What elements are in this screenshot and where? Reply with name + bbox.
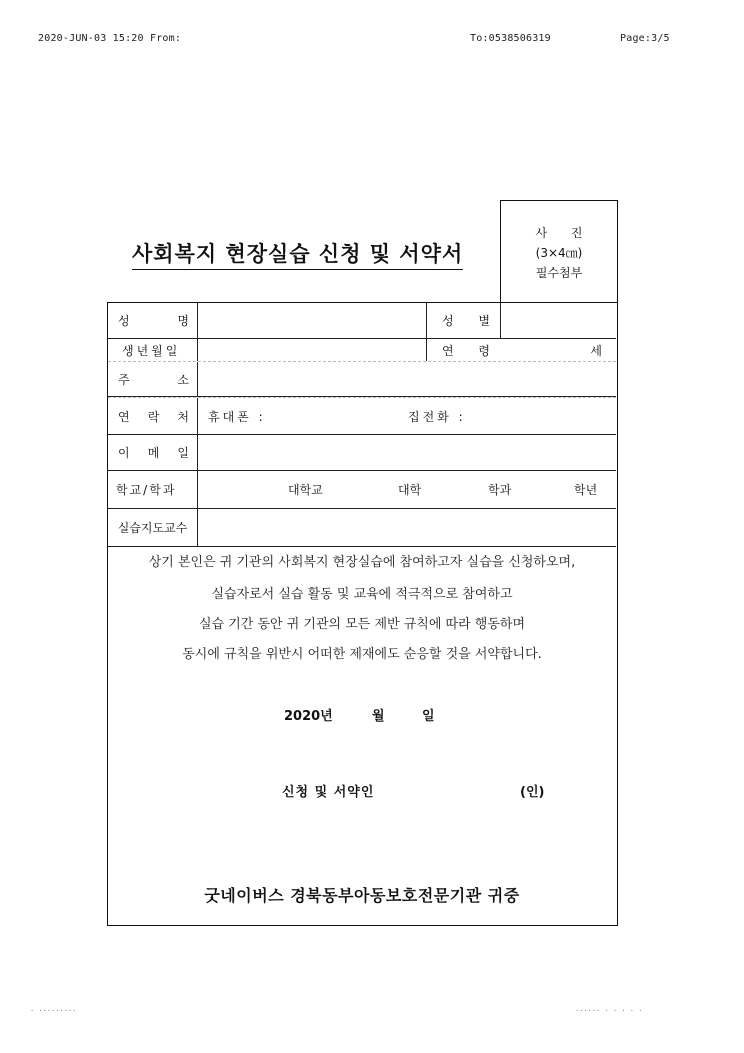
date-year: 2020년	[284, 709, 333, 724]
address-field[interactable]	[198, 362, 616, 396]
page-title: 사회복지 현장실습 신청 및 서약서	[132, 238, 463, 270]
label-contact: 연 락 처	[108, 398, 198, 434]
pledge-line-1: 상기 본인은 귀 기관의 사회복지 현장실습에 참여하고자 실습을 신청하오며,	[148, 555, 576, 570]
row-name	[108, 303, 616, 339]
supervisor-field[interactable]	[198, 509, 616, 546]
label-name: 성 명	[108, 303, 198, 338]
date-day: 일	[422, 709, 435, 724]
label-address: 주 소	[108, 362, 198, 396]
department-label: 학과	[488, 483, 512, 497]
fax-recipient: To:0538506319	[470, 33, 551, 44]
pledge-line-4: 동시에 규칙을 위반시 어떠한 제재에도 순응할 것을 서약합니다.	[182, 647, 542, 662]
label-age: 연 령	[442, 343, 490, 358]
fax-datetime: 2020-JUN-03 15:20 From:	[38, 33, 182, 44]
row-address	[108, 361, 616, 397]
pledge-line-2: 실습자로서 실습 활동 및 교육에 적극적으로 참여하고	[211, 587, 513, 602]
fax-page-number: Page:3/5	[620, 33, 670, 44]
home-phone-label: 집전화 :	[408, 409, 466, 424]
row-school	[108, 471, 616, 509]
label-email: 이 메 일	[108, 435, 198, 470]
gender-field[interactable]	[500, 303, 616, 338]
college-label: 대학	[398, 483, 422, 497]
scan-artifact-left: · ·········	[30, 1007, 77, 1015]
application-form	[107, 302, 618, 926]
row-contact	[108, 397, 616, 435]
label-school-major: 학교/학과	[108, 471, 198, 508]
photo-label: 사 진	[535, 226, 593, 240]
addressee: 굿네이버스 경북동부아동보호전문기관 귀중	[204, 886, 520, 905]
birth-field[interactable]	[198, 339, 426, 361]
email-field[interactable]	[198, 435, 616, 470]
row-supervisor	[108, 509, 616, 547]
photo-size: (3×4㎝)	[535, 246, 583, 260]
signature-seal: (인)	[520, 785, 545, 800]
row-email	[108, 435, 616, 471]
scan-artifact-right: ······ · · · · ·	[575, 1007, 643, 1015]
date-month: 월	[372, 709, 385, 724]
mobile-label: 휴대폰 :	[208, 409, 266, 424]
label-gender: 성 별	[442, 314, 490, 328]
row-birth	[108, 339, 616, 361]
age-unit: 세	[590, 343, 602, 358]
label-birth: 생년월일	[108, 339, 198, 361]
label-supervisor: 실습지도교수	[108, 509, 198, 546]
year-label: 학년	[574, 483, 598, 497]
photo-required: 필수첨부	[535, 266, 583, 280]
pledge-line-3: 실습 기간 동안 귀 기관의 모든 제반 규칙에 따라 행동하며	[198, 617, 526, 632]
signature-label: 신청 및 서약인	[282, 785, 375, 800]
photo-box	[500, 200, 618, 306]
university-label: 대학교	[288, 483, 323, 497]
name-field[interactable]	[198, 303, 426, 338]
